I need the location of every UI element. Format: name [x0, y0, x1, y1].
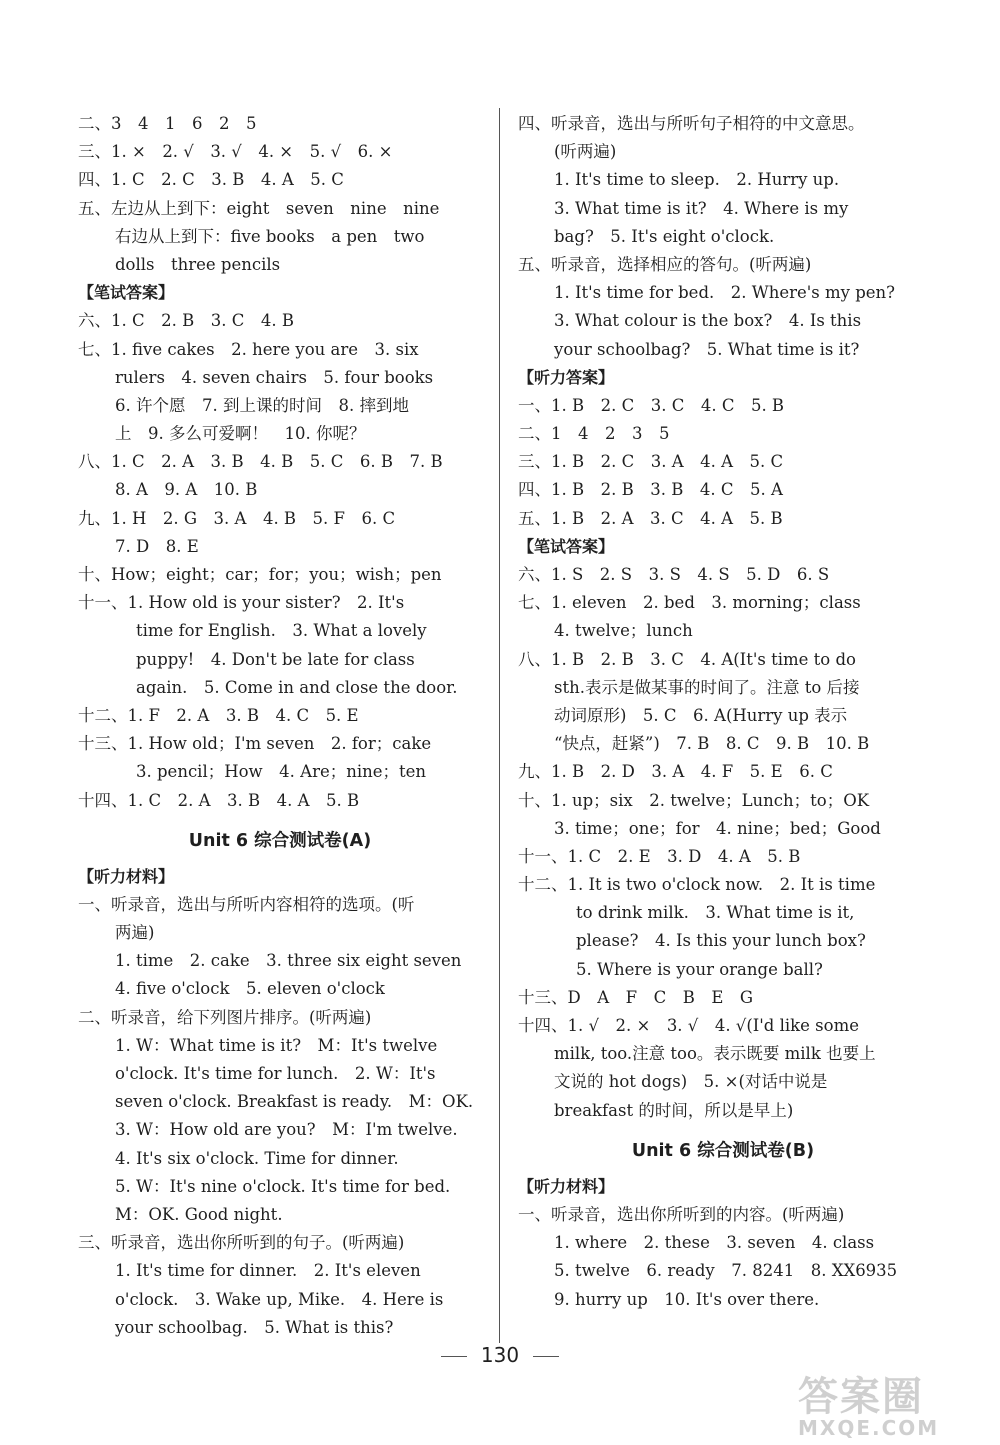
- text-line: 右边从上到下：five books a pen two: [115, 226, 425, 246]
- text-line: 1. W：What time is it? M：It's twelve: [115, 1035, 438, 1055]
- text-line: 十、1. up；six 2. twelve；Lunch；to；OK: [518, 790, 870, 810]
- text-line: 十、How；eight；car；for；you；wish；pen: [78, 565, 442, 584]
- text-line: please? 4. Is this your lunch box?: [576, 931, 866, 951]
- section-title: Unit 6 综合测试卷(A): [188, 830, 372, 851]
- text-line: 5. Where is your orange ball?: [576, 959, 823, 979]
- text-line: 9. hurry up 10. It's over there.: [554, 1289, 820, 1309]
- text-line: breakfast 的时间，所以是早上): [554, 1100, 794, 1120]
- text-line: 两遍): [115, 923, 155, 943]
- text-line: 3. W：How old are you? M：I'm twelve.: [115, 1120, 458, 1140]
- page-number-dash-left: [441, 1356, 467, 1357]
- text-line: 六、1. C 2. B 3. C 4. B: [78, 311, 294, 331]
- text-line: 4. It's six o'clock. Time for dinner.: [115, 1148, 399, 1168]
- watermark-text: 答案圈: [798, 1374, 924, 1420]
- text-line: 十二、1. It is two o'clock now. 2. It is time: [518, 875, 876, 895]
- watermark-logo: [798, 1365, 978, 1440]
- text-line: 四、1. C 2. C 3. B 4. A 5. C: [78, 170, 344, 190]
- text-line: “快点，赶紧”) 7. B 8. C 9. B 10. B: [554, 734, 870, 754]
- text-line: 一、听录音，选出与所听内容相符的选项。(听: [78, 894, 415, 914]
- text-line: 一、1. B 2. C 3. C 4. C 5. B: [518, 395, 785, 415]
- text-line: M：OK. Good night.: [115, 1204, 283, 1224]
- right-column: [518, 110, 928, 1314]
- text-line: your schoolbag? 5. What time is it?: [554, 339, 860, 359]
- text-line: 5. W：It's nine o'clock. It's time for bed.: [115, 1176, 451, 1196]
- text-line: 九、1. H 2. G 3. A 4. B 5. F 6. C: [78, 508, 396, 528]
- text-line: 十四、1. √ 2. × 3. √ 4. √(I'd like some: [518, 1016, 859, 1035]
- text-line: 5. twelve 6. ready 7. 8241 8. XX6935: [554, 1261, 898, 1281]
- text-line: 四、1. B 2. B 3. B 4. C 5. A: [518, 480, 783, 500]
- watermark-domain: MXQE.COM: [798, 1416, 940, 1440]
- text-line: 五、左边从上到下：eight seven nine nine: [78, 198, 440, 218]
- text-line: 三、听录音，选出你所听到的句子。(听两遍): [78, 1233, 405, 1253]
- text-line: 五、1. B 2. A 3. C 4. A 5. B: [518, 508, 783, 528]
- text-line: 文说的 hot dogs) 5. ×(对话中说是: [554, 1072, 828, 1092]
- text-line: sth.表示是做某事的时间了。注意 to 后接: [554, 677, 860, 697]
- text-line: time for English. 3. What a lovely: [136, 621, 427, 641]
- text-line: 7. D 8. E: [115, 536, 199, 556]
- text-line: 3. What colour is the box? 4. Is this: [554, 311, 862, 331]
- text-line: (听两遍): [554, 142, 617, 162]
- text-line: dolls three pencils: [115, 254, 281, 274]
- text-line: 8. A 9. A 10. B: [115, 480, 258, 500]
- text-line: 二、听录音，给下列图片排序。(听两遍): [78, 1007, 372, 1027]
- text-line: 四、听录音，选出与所听句子相符的中文意思。: [518, 114, 865, 133]
- text-line: 4. five o'clock 5. eleven o'clock: [115, 979, 385, 999]
- text-line: puppy! 4. Don't be late for class: [136, 649, 415, 669]
- text-line: 1. It's time to sleep. 2. Hurry up.: [554, 170, 840, 190]
- text-line: 三、1. B 2. C 3. A 4. A 5. C: [518, 452, 784, 472]
- section-title: Unit 6 综合测试卷(B): [631, 1140, 815, 1161]
- text-line: 七、1. five cakes 2. here you are 3. six: [78, 339, 419, 359]
- text-line: 八、1. C 2. A 3. B 4. B 5. C 6. B 7. B: [78, 452, 443, 472]
- section-heading: 【笔试答案】: [518, 536, 615, 556]
- page-number-dash-right: [533, 1356, 559, 1357]
- text-line: 六、1. S 2. S 3. S 4. S 5. D 6. S: [518, 565, 830, 584]
- text-line: bag? 5. It's eight o'clock.: [554, 226, 775, 246]
- text-line: 三、1. × 2. √ 3. √ 4. × 5. √ 6. ×: [78, 142, 393, 162]
- text-line: 九、1. B 2. D 3. A 4. F 5. E 6. C: [518, 762, 833, 782]
- text-line: 十三、D A F C B E G: [518, 987, 754, 1007]
- text-line: 十三、1. How old；I'm seven 2. for；cake: [78, 734, 432, 754]
- page-number-text: 130: [480, 1343, 520, 1367]
- text-line: 3. pencil；How 4. Are；nine；ten: [136, 762, 427, 782]
- section-heading: 【听力材料】: [518, 1176, 615, 1196]
- section-heading: 【笔试答案】: [78, 283, 175, 303]
- left-column: [78, 110, 482, 1342]
- text-line: rulers 4. seven chairs 5. four books: [115, 367, 434, 387]
- text-line: seven o'clock. Breakfast is ready. M：OK.: [115, 1092, 474, 1112]
- page-number: [0, 1343, 1000, 1367]
- text-line: 二、1 4 2 3 5: [518, 424, 670, 444]
- text-line: 1. It's time for bed. 2. Where's my pen?: [554, 283, 896, 303]
- section-heading: 【听力答案】: [518, 367, 615, 387]
- section-heading: 【听力材料】: [78, 866, 175, 886]
- text-line: again. 5. Come in and close the door.: [136, 677, 458, 697]
- column-divider: [499, 108, 500, 1343]
- text-line: 4. twelve；lunch: [554, 621, 693, 641]
- text-line: 3. time；one；for 4. nine；bed；Good: [554, 818, 881, 838]
- text-line: o'clock. It's time for lunch. 2. W：It's: [115, 1064, 436, 1083]
- text-line: to drink milk. 3. What time is it,: [576, 903, 855, 923]
- text-line: 6. 许个愿 7. 到上课的时间 8. 摔到地: [115, 395, 409, 415]
- text-line: 八、1. B 2. B 3. C 4. A(It's time to do: [518, 649, 856, 669]
- text-line: 十二、1. F 2. A 3. B 4. C 5. E: [78, 705, 359, 725]
- text-line: 十一、1. How old is your sister? 2. It's: [78, 593, 405, 613]
- text-line: 动词原形) 5. C 6. A(Hurry up 表示: [554, 705, 848, 725]
- text-line: 十四、1. C 2. A 3. B 4. A 5. B: [78, 790, 360, 810]
- text-line: 十一、1. C 2. E 3. D 4. A 5. B: [518, 846, 801, 866]
- text-line: 上 9. 多么可爱啊！ 10. 你呢？: [115, 424, 366, 444]
- text-line: 1. It's time for dinner. 2. It's eleven: [115, 1261, 421, 1281]
- text-line: o'clock. 3. Wake up, Mike. 4. Here is: [115, 1289, 444, 1309]
- text-line: 3. What time is it? 4. Where is my: [554, 198, 849, 218]
- text-line: your schoolbag. 5. What is this?: [115, 1317, 394, 1337]
- text-line: 1. time 2. cake 3. three six eight seven: [115, 951, 462, 971]
- text-line: milk, too.注意 too。表示既要 milk 也要上: [554, 1044, 876, 1064]
- text-line: 1. where 2. these 3. seven 4. class: [554, 1233, 875, 1253]
- text-line: 二、3 4 1 6 2 5: [78, 114, 257, 133]
- text-line: 五、听录音，选择相应的答句。(听两遍): [518, 254, 812, 274]
- text-line: 一、听录音，选出你所听到的内容。(听两遍): [518, 1204, 845, 1224]
- text-line: 七、1. eleven 2. bed 3. morning；class: [518, 593, 861, 613]
